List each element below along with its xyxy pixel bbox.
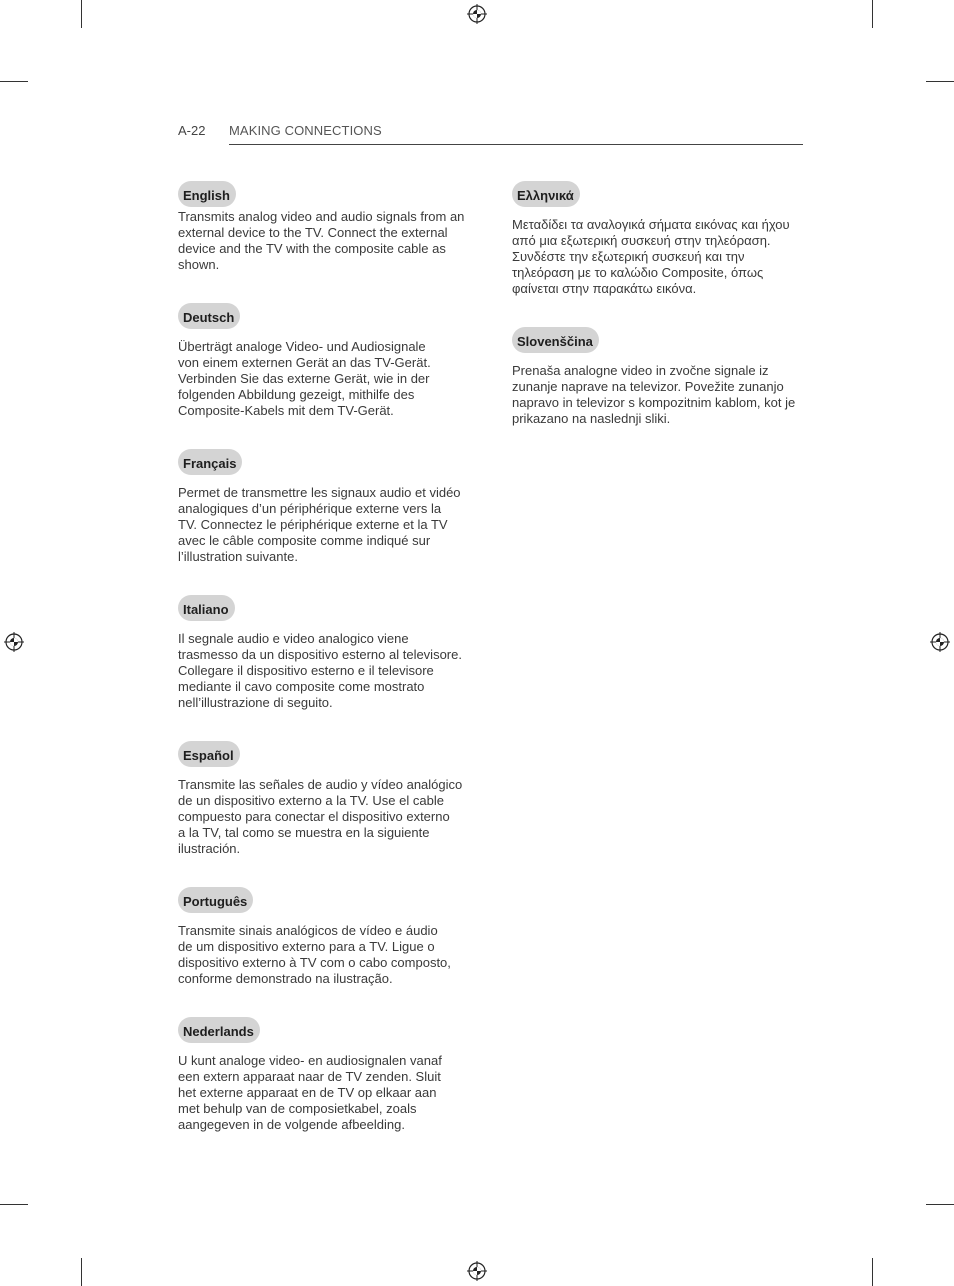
section-title: MAKING CONNECTIONS bbox=[229, 123, 382, 138]
language-label: Nederlands bbox=[178, 1017, 260, 1043]
right-column bbox=[512, 181, 812, 457]
registration-crosshair-icon bbox=[467, 1261, 487, 1281]
language-section-ellinika bbox=[512, 181, 812, 297]
page-number: A-22 bbox=[178, 123, 206, 138]
header-rule bbox=[229, 144, 803, 145]
crop-mark-bottom-left-h bbox=[0, 1204, 28, 1205]
registration-crosshair-icon bbox=[4, 632, 24, 652]
left-column bbox=[178, 181, 478, 1163]
crop-mark-top-right-h bbox=[926, 81, 954, 82]
language-label: Français bbox=[178, 449, 242, 475]
language-section-deutsch bbox=[178, 303, 478, 419]
language-text: Transmite las señales de audio y vídeo analógico de un dispositivo externo a la TV. Use el cable compuesto para conectar el dispositivo externo a la TV, tal como se muestra en la siguiente ilustración. bbox=[178, 777, 463, 856]
crop-mark-top-right-v bbox=[872, 0, 873, 28]
language-text: Il segnale audio e video analogico viene trasmesso da un dispositivo esterno al televisore. Collegare il dispositivo esterno e il televisore mediante il cavo composite come mostrato nell’illustrazione di seguito. bbox=[178, 631, 462, 710]
language-text: Überträgt analoge Video- und Audiosignale von einem externen Gerät an das TV-Gerät. Verbinden Sie das externe Gerät, wie in der folgenden Abbildung gezeigt, mithilfe des Composite-Kabels mit dem TV-Gerät. bbox=[178, 339, 431, 418]
language-section-portugues bbox=[178, 887, 478, 987]
language-text: U kunt analoge video- en audiosignalen vanaf een extern apparaat naar de TV zenden. Sluit het externe apparaat en de TV op elkaar aan met behulp van de composietkabel, zoals aangegeven in de volgende afbeelding. bbox=[178, 1053, 442, 1132]
crop-mark-bottom-right-h bbox=[926, 1204, 954, 1205]
language-section-english bbox=[178, 181, 478, 273]
language-label: Deutsch bbox=[178, 303, 240, 329]
language-label: English bbox=[178, 181, 236, 207]
language-text: Μεταδίδει τα αναλογικά σήματα εικόνας και ήχου από μια εξωτερική συσκευή στην τηλεόραση. Συνδέστε την εξωτερική συσκευή και την τηλεόραση με το καλώδιο Composite, όπως φαίνεται στην παρακάτω εικόνα. bbox=[512, 217, 790, 296]
crop-mark-bottom-left-v bbox=[81, 1258, 82, 1286]
registration-crosshair-icon bbox=[930, 632, 950, 652]
language-label: Ελληνικά bbox=[512, 181, 580, 207]
language-label: Español bbox=[178, 741, 240, 767]
language-label: Português bbox=[178, 887, 253, 913]
crop-mark-top-left-h bbox=[0, 81, 28, 82]
language-text: Prenaša analogne video in zvočne signale iz zunanje naprave na televizor. Povežite zunanjo napravo in televizor s kompozitnim kablom, kot je prikazano na naslednji sliki. bbox=[512, 363, 796, 426]
language-section-slovenscina bbox=[512, 327, 812, 427]
language-text: Transmits analog video and audio signals from an external device to the TV. Connect the external device and the TV with the composite cable as shown. bbox=[178, 209, 465, 272]
language-label: Italiano bbox=[178, 595, 235, 621]
language-section-espanol bbox=[178, 741, 478, 857]
language-section-francais bbox=[178, 449, 478, 565]
registration-crosshair-icon bbox=[467, 4, 487, 24]
language-section-nederlands bbox=[178, 1017, 478, 1133]
language-text: Transmite sinais analógicos de vídeo e áudio de um dispositivo externo para a TV. Ligue o dispositivo externo à TV com o cabo composto, conforme demonstrado na ilustração. bbox=[178, 923, 451, 986]
crop-mark-top-left-v bbox=[81, 0, 82, 28]
language-label: Slovenščina bbox=[512, 327, 599, 353]
language-text: Permet de transmettre les signaux audio et vidéo analogiques d’un périphérique externe vers la TV. Connectez le périphérique externe et la TV avec le câble composite comme indiqué sur l’illustration suivante. bbox=[178, 485, 461, 564]
language-section-italiano bbox=[178, 595, 478, 711]
crop-mark-bottom-right-v bbox=[872, 1258, 873, 1286]
